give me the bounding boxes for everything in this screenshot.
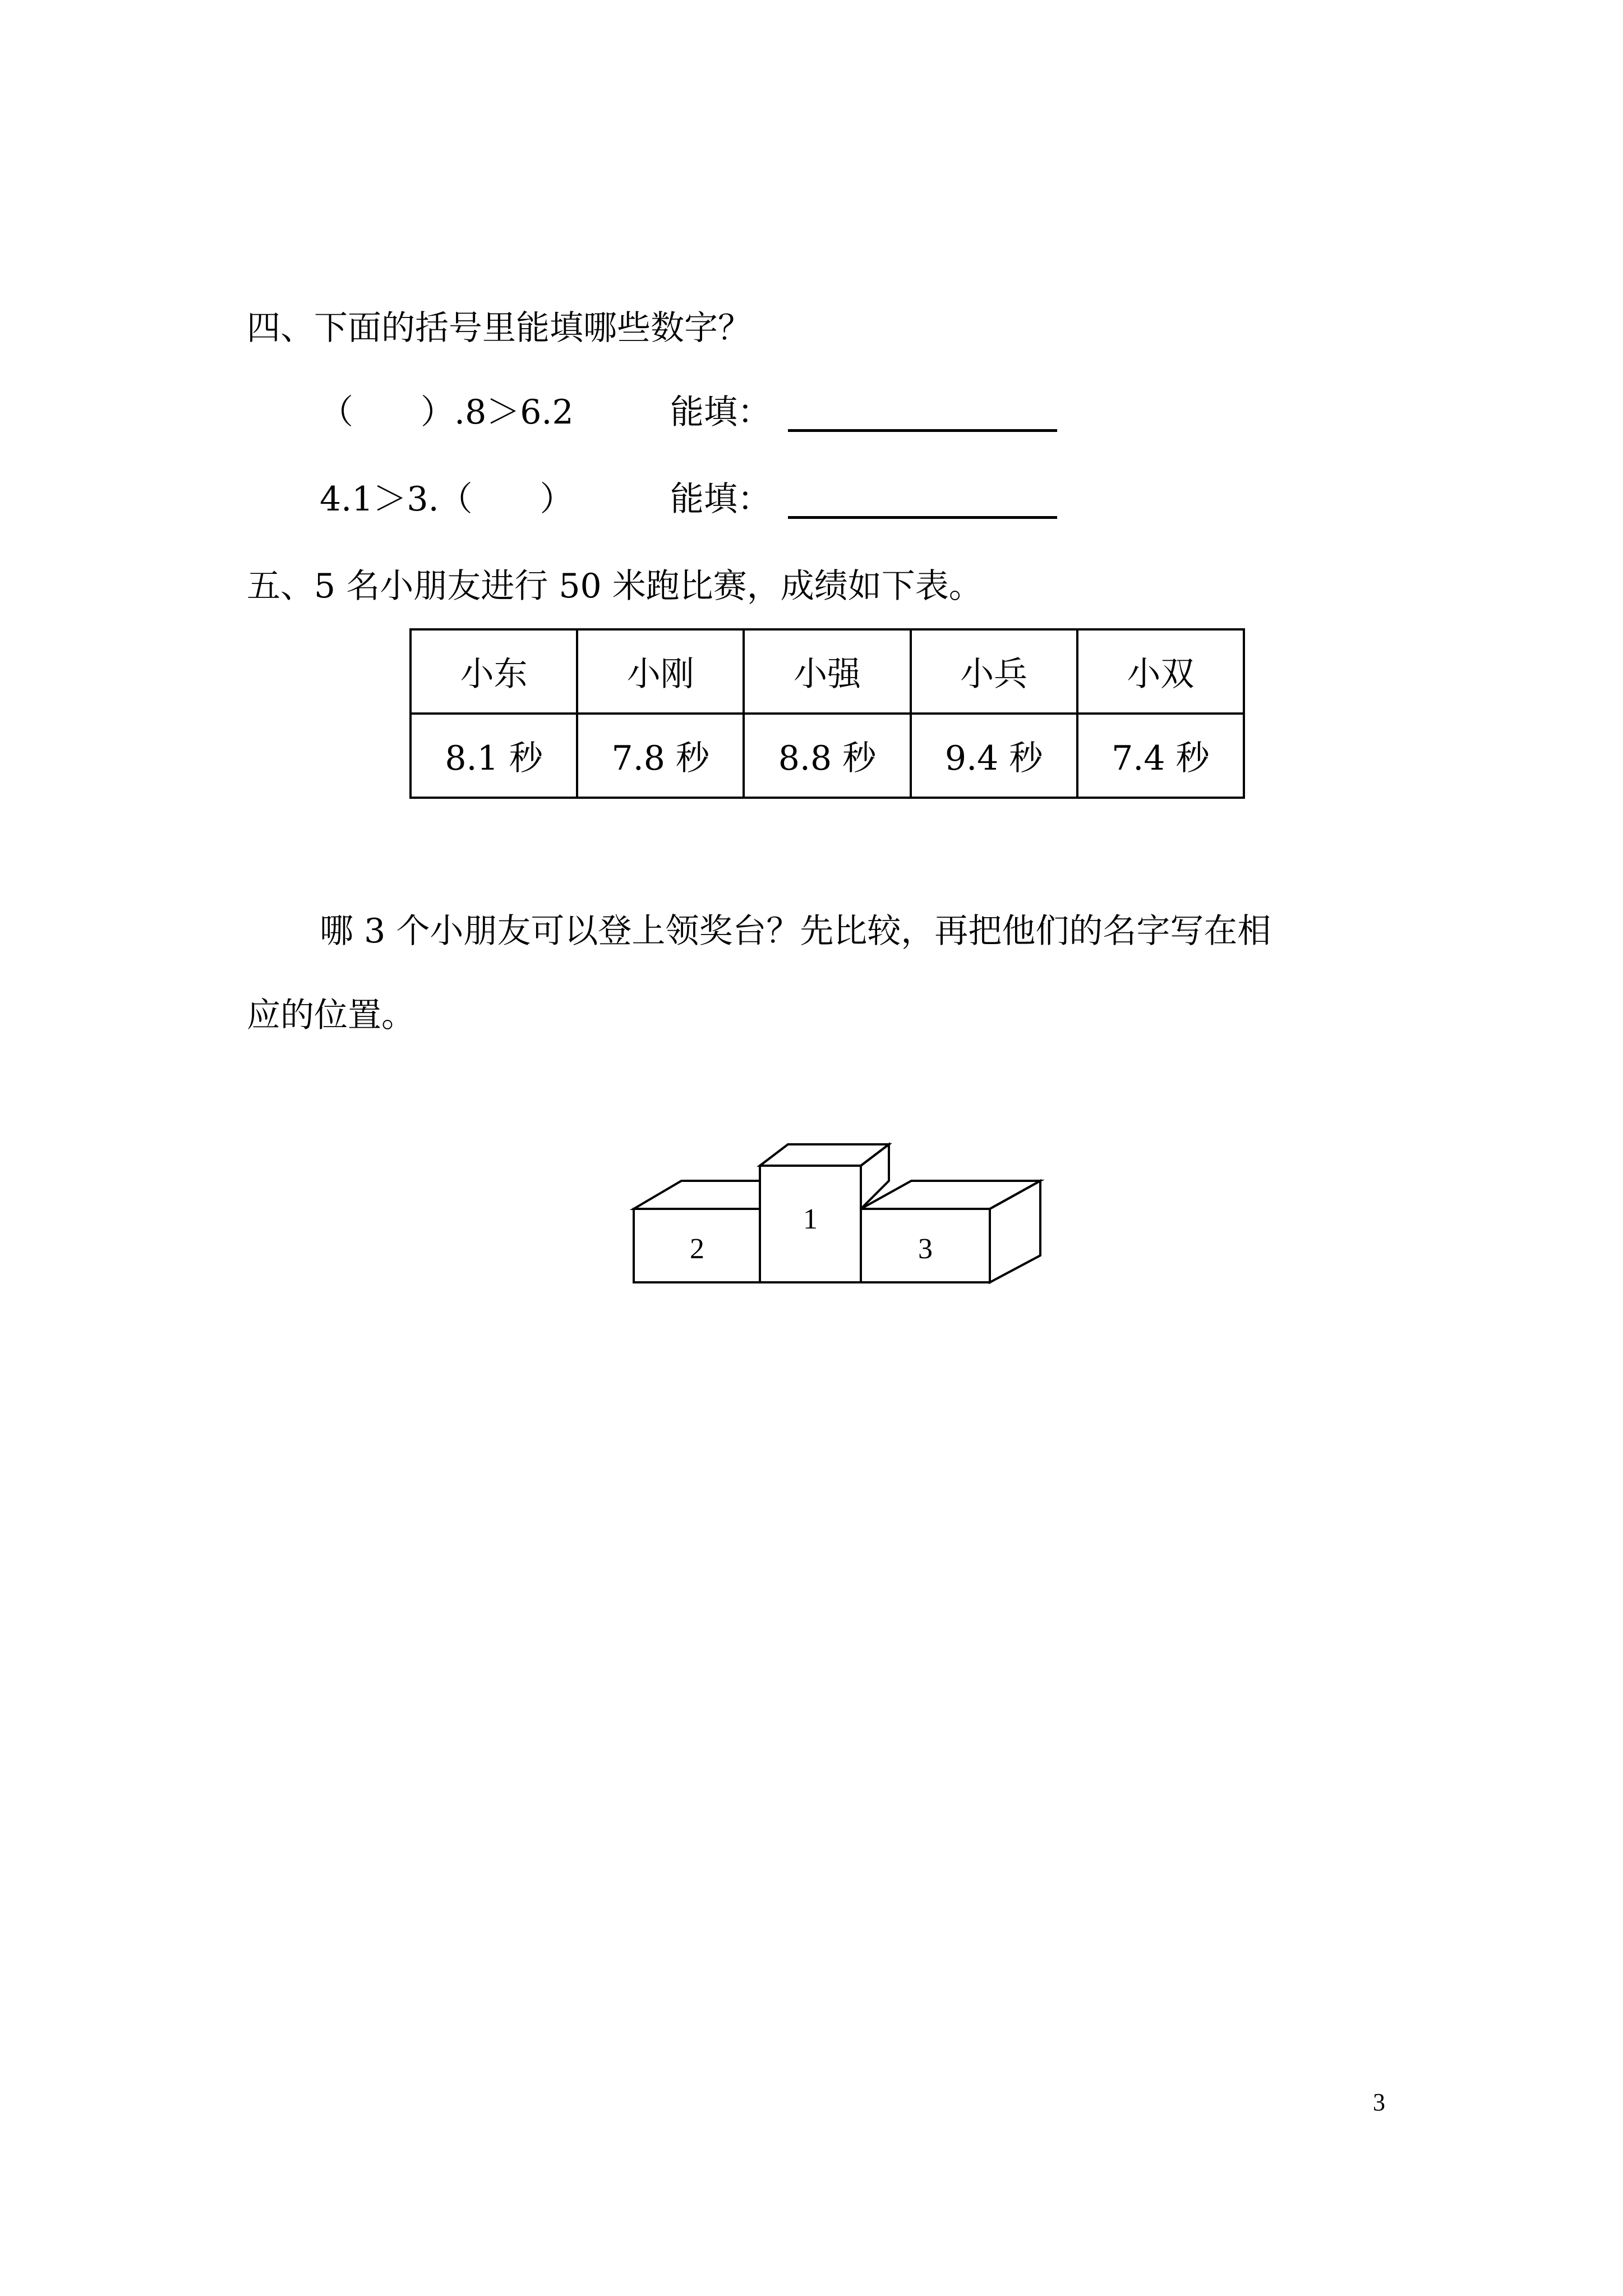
section4-row2-answer-blank[interactable] (788, 516, 1057, 519)
section4-row1-answer-blank[interactable] (788, 429, 1057, 432)
section4-row2-fill-label: 能填： (670, 480, 771, 519)
podium-first-label: 1 (803, 1203, 818, 1235)
podium-first-top (760, 1144, 889, 1166)
name-cell: 小东 (411, 629, 577, 714)
section4-row2-expression: 4.1＞3.（ ） (320, 480, 574, 519)
name-cell: 小兵 (911, 629, 1077, 714)
table-row-times (411, 714, 1244, 798)
section5-question-line2: 应的位置。 (247, 996, 415, 1035)
time-cell: 7.4 秒 (1077, 714, 1244, 798)
section5-question-line1: 哪 3 个小朋友可以登上领奖台？先比较，再把他们的名字写在相 (320, 912, 1271, 951)
podium-first-side (861, 1144, 889, 1209)
section4-row1-fill-label: 能填： (670, 393, 771, 432)
time-cell: 9.4 秒 (911, 714, 1077, 798)
podium-second-label: 2 (690, 1233, 704, 1265)
table-row-names (411, 629, 1244, 714)
time-cell: 8.1 秒 (411, 714, 577, 798)
podium-diagram (623, 1139, 1060, 1290)
name-cell: 小强 (744, 629, 910, 714)
podium-third-side (990, 1181, 1040, 1282)
name-cell: 小双 (1077, 629, 1244, 714)
podium-third-label: 3 (918, 1233, 933, 1265)
podium-second-top (634, 1181, 760, 1209)
section4-heading: 四、下面的括号里能填哪些数字？ (247, 309, 751, 348)
time-cell: 8.8 秒 (744, 714, 910, 798)
page-number: 3 (1373, 2088, 1385, 2116)
race-results-table (409, 628, 1245, 799)
time-cell: 7.8 秒 (577, 714, 744, 798)
section4-row1-expression: （ ）.8＞6.2 (320, 393, 574, 432)
section5-heading: 五、5 名小朋友进行 50 米跑比赛，成绩如下表。 (247, 567, 983, 606)
name-cell: 小刚 (577, 629, 744, 714)
